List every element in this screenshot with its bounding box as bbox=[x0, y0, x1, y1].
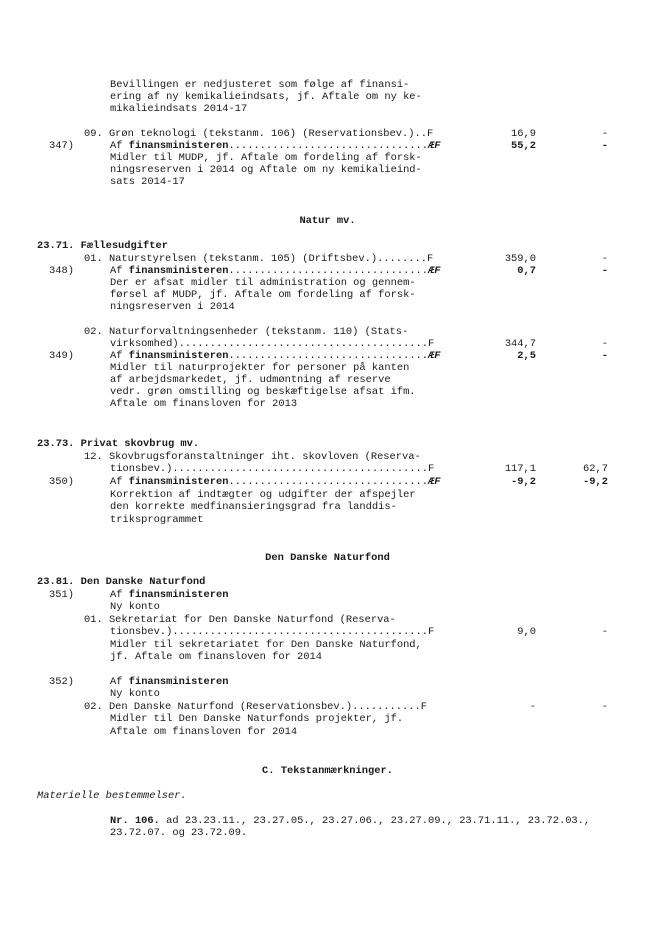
minister-name: finansministeren bbox=[128, 140, 229, 152]
af-code: ÆF bbox=[428, 140, 441, 152]
minister-name: finansministeren bbox=[128, 350, 229, 362]
entry-348-af-line bbox=[110, 265, 462, 277]
account-02-line-1: 02. Naturforvaltningsenheder (tekstanm. 110) (Stats- bbox=[84, 326, 409, 338]
entry-347-text-1: Midler til MUDP, jf. Aftale om fordeling af forsk- bbox=[110, 152, 422, 164]
intro-line-2: ering af ny kemikalieindsats, jf. Aftale om ny ke- bbox=[110, 91, 422, 103]
account-09-value-1: 16,9 bbox=[511, 128, 536, 140]
entry-350-text-3: triksprogrammet bbox=[110, 514, 204, 526]
entry-351-text-2: jf. Aftale om finansloven for 2014 bbox=[110, 651, 323, 663]
entry-347-value-2: - bbox=[601, 140, 608, 152]
nr-106-line-2: 23.72.07. og 23.72.09. bbox=[110, 827, 248, 839]
entry-number-347: 347) bbox=[49, 140, 74, 152]
minister-name: finansministeren bbox=[128, 676, 229, 688]
account-02-value-2: - bbox=[601, 338, 608, 350]
entry-number-348: 348) bbox=[49, 265, 74, 277]
account-12-line-2: tionsbev.).........................................F bbox=[110, 463, 435, 475]
entry-349-text-2: af arbejdsmarkedet, jf. udmøntning af reserve bbox=[110, 374, 391, 386]
entry-349-text-4: Aftale om finansloven for 2013 bbox=[110, 398, 298, 410]
entry-349-af-line bbox=[110, 350, 462, 362]
af-word: Af bbox=[110, 350, 129, 362]
heading-23-73: 23.73. Privat skovbrug mv. bbox=[37, 438, 200, 450]
af-word: Af bbox=[110, 589, 129, 601]
entry-350-af-line bbox=[110, 476, 462, 488]
entry-348-value-1: 0,7 bbox=[517, 265, 536, 277]
nr-106-text: ad 23.23.11., 23.27.05., 23.27.06., 23.27.09., 23.71.11., 23.72.03., bbox=[159, 815, 591, 827]
account-02-value-1: 344,7 bbox=[504, 338, 536, 350]
entry-351-af-line bbox=[110, 589, 462, 601]
entry-number-351: 351) bbox=[49, 589, 74, 601]
minister-name: finansministeren bbox=[128, 265, 229, 277]
minister-name: finansministeren bbox=[128, 589, 229, 601]
account-09-line: 09. Grøn teknologi (tekstanm. 106) (Reservationsbev.)..F bbox=[84, 128, 434, 140]
entry-351-ny-konto: Ny konto bbox=[110, 601, 160, 613]
af-code: ÆF bbox=[428, 350, 441, 362]
entry-350-value-1: -9,2 bbox=[511, 476, 536, 488]
account-09-value-2: - bbox=[601, 128, 608, 140]
entry-349-text-3: vedr. grøn omstilling og beskæftigelse afsat ifm. bbox=[110, 386, 416, 398]
entry-352-ny-konto: Ny konto bbox=[110, 688, 160, 700]
account-01-value-1: 359,0 bbox=[504, 253, 536, 265]
nr-106-label: Nr. 106. bbox=[110, 815, 160, 827]
entry-347-value-1: 55,2 bbox=[511, 140, 536, 152]
heading-23-81: 23.81. Den Danske Naturfond bbox=[37, 576, 206, 588]
entry-350-text-1: Korrektion af indtægter og udgifter der afspejler bbox=[110, 489, 416, 501]
minister-name: finansministeren bbox=[128, 476, 229, 488]
af-word: Af bbox=[110, 676, 129, 688]
af-word: Af bbox=[110, 265, 129, 277]
entry-349-value-2: - bbox=[601, 350, 608, 362]
account-01-sekretariat-line-1: 01. Sekretariat for Den Danske Naturfond (Reserva- bbox=[84, 614, 396, 626]
section-title-naturfond: Den Danske Naturfond bbox=[265, 552, 390, 564]
entry-351-text-1: Midler til sekretariatet for Den Danske Naturfond, bbox=[110, 639, 422, 651]
account-02-naturfond-line: 02. Den Danske Naturfond (Reservationsbev.)...........F bbox=[84, 701, 427, 713]
entry-352-text-1: Midler til Den Danske Naturfonds projekter, jf. bbox=[110, 713, 404, 725]
materielle-bestemmelser: Materielle bestemmelser. bbox=[37, 790, 187, 802]
leader-dots: ................................ bbox=[228, 140, 429, 152]
leader-dots: ................................ bbox=[228, 476, 429, 488]
af-code: ÆF bbox=[428, 265, 441, 277]
entry-number-349: 349) bbox=[49, 350, 74, 362]
entry-348-text-3: ningsreserven i 2014 bbox=[110, 301, 235, 313]
af-word: Af bbox=[110, 476, 129, 488]
entry-347-text-2: ningsreserven i 2014 og Aftale om ny kemikalieind- bbox=[110, 164, 422, 176]
af-code: ÆF bbox=[428, 476, 441, 488]
section-title-natur: Natur mv. bbox=[299, 215, 356, 227]
account-01-value-2: - bbox=[601, 253, 608, 265]
entry-352-text-2: Aftale om finansloven for 2014 bbox=[110, 726, 298, 738]
entry-350-text-2: den korrekte medfinansieringsgrad fra landdis- bbox=[110, 501, 397, 513]
entry-348-text-2: førsel af MUDP, jf. Aftale om fordeling af forsk- bbox=[110, 289, 416, 301]
entry-347-text-3: sats 2014-17 bbox=[110, 176, 185, 188]
account-02-line-2: virksomhed)........................................F bbox=[110, 338, 435, 350]
entry-348-text-1: Der er afsat midler til administration og gennem- bbox=[110, 277, 416, 289]
entry-347-af-line bbox=[110, 140, 462, 152]
nr-106-line-1 bbox=[110, 815, 590, 827]
af-word: Af bbox=[110, 140, 129, 152]
account-01-line: 01. Naturstyrelsen (tekstanm. 105) (Driftsbev.)........F bbox=[84, 253, 434, 265]
account-01-sekretariat-line-2: tionsbev.).........................................F bbox=[110, 626, 435, 638]
heading-23-71: 23.71. Fællesudgifter bbox=[37, 240, 168, 252]
account-12-value-1: 117,1 bbox=[504, 463, 536, 475]
entry-349-text-1: Midler til naturprojekter for personer på kanten bbox=[110, 362, 410, 374]
intro-line-1: Bevillingen er nedjusteret som følge af finansi- bbox=[110, 79, 410, 91]
entry-349-value-1: 2,5 bbox=[517, 350, 536, 362]
account-02-naturfond-value-2: - bbox=[601, 701, 608, 713]
account-12-value-2: 62,7 bbox=[583, 463, 608, 475]
account-01-sekretariat-value-1: 9,0 bbox=[517, 626, 536, 638]
leader-dots: ................................ bbox=[228, 350, 429, 362]
account-12-line-1: 12. Skovbrugsforanstaltninger iht. skovloven (Reserva- bbox=[84, 451, 421, 463]
entry-352-af-line bbox=[110, 676, 462, 688]
intro-line-3: mikalieindsats 2014-17 bbox=[110, 103, 248, 115]
entry-350-value-2: -9,2 bbox=[583, 476, 608, 488]
entry-number-350: 350) bbox=[49, 476, 74, 488]
entry-348-value-2: - bbox=[601, 265, 608, 277]
leader-dots: ................................ bbox=[228, 265, 429, 277]
account-02-naturfond-value-1: - bbox=[529, 701, 536, 713]
entry-number-352: 352) bbox=[49, 676, 74, 688]
section-title-tekstanmaerkninger: C. Tekstanmærkninger. bbox=[262, 765, 393, 777]
account-01-sekretariat-value-2: - bbox=[601, 626, 608, 638]
